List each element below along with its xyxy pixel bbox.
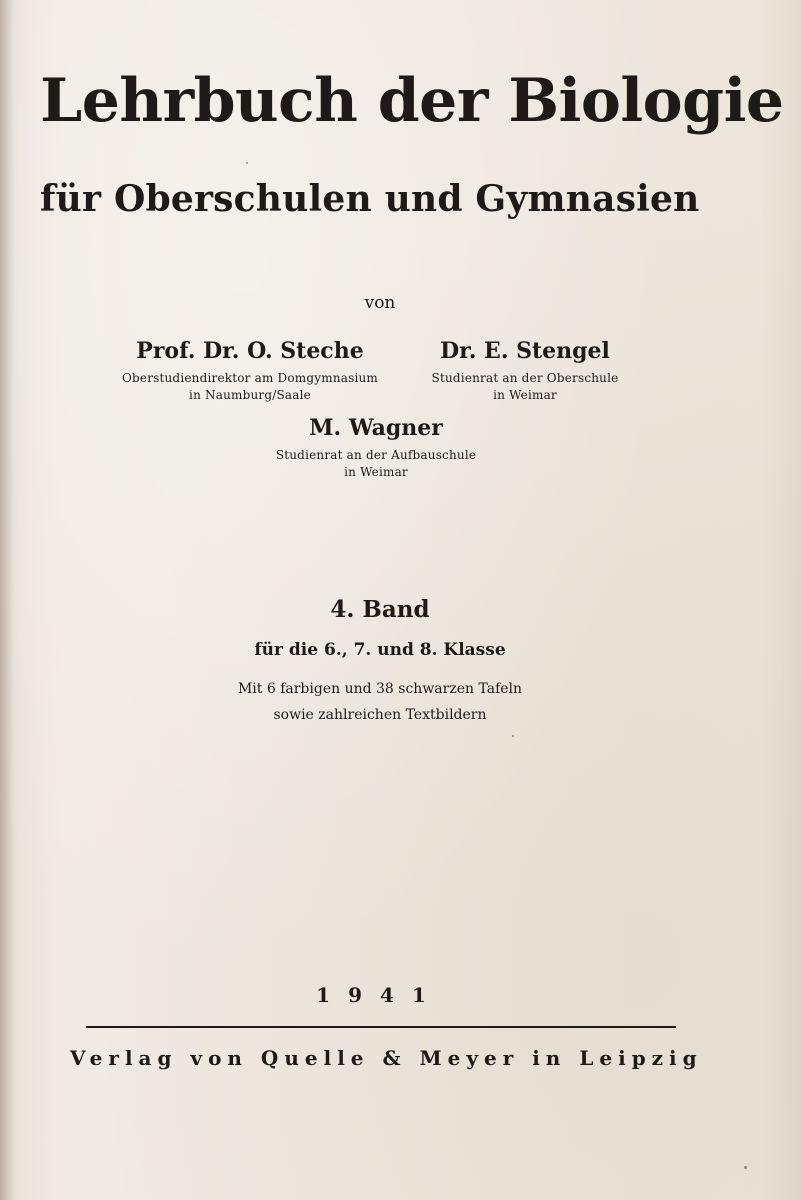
author-location: in Weimar [344, 465, 408, 479]
volume-label: 4. Band [330, 596, 430, 623]
book-title: Lehrbuch der Biologie [40, 66, 784, 136]
author-position: Studienrat an der Oberschule [431, 371, 619, 385]
paper-speck [246, 162, 248, 164]
author-block [410, 338, 640, 404]
author-name: M. Wagner [309, 415, 443, 441]
book-subtitle: für Oberschulen und Gymnasien [40, 178, 700, 220]
author-location: in Weimar [493, 388, 557, 402]
publication-year: 1941 [316, 983, 444, 1007]
textfigures-line: sowie zahlreichen Textbildern [273, 707, 487, 723]
paper-speck [744, 1166, 747, 1169]
divider-rule [86, 1026, 676, 1028]
author-block [100, 338, 400, 404]
author-block [256, 415, 496, 481]
paper-speck [512, 735, 514, 737]
publisher-line: Verlag von Quelle & Meyer in Leipzig [70, 1046, 703, 1070]
author-position: Oberstudiendirektor am Domgymnasium [121, 371, 379, 385]
page-spine-shadow [0, 0, 14, 1200]
plates-line: Mit 6 farbigen und 38 schwarzen Tafeln [237, 681, 523, 697]
author-name: Prof. Dr. O. Steche [136, 338, 364, 364]
grade-range: für die 6., 7. und 8. Klasse [254, 640, 506, 660]
author-location: in Naumburg/Saale [189, 388, 311, 402]
author-name: Dr. E. Stengel [440, 338, 610, 364]
author-position: Studienrat an der Aufbauschule [275, 448, 477, 462]
by-line: von [364, 293, 396, 313]
plates-note [180, 676, 580, 728]
